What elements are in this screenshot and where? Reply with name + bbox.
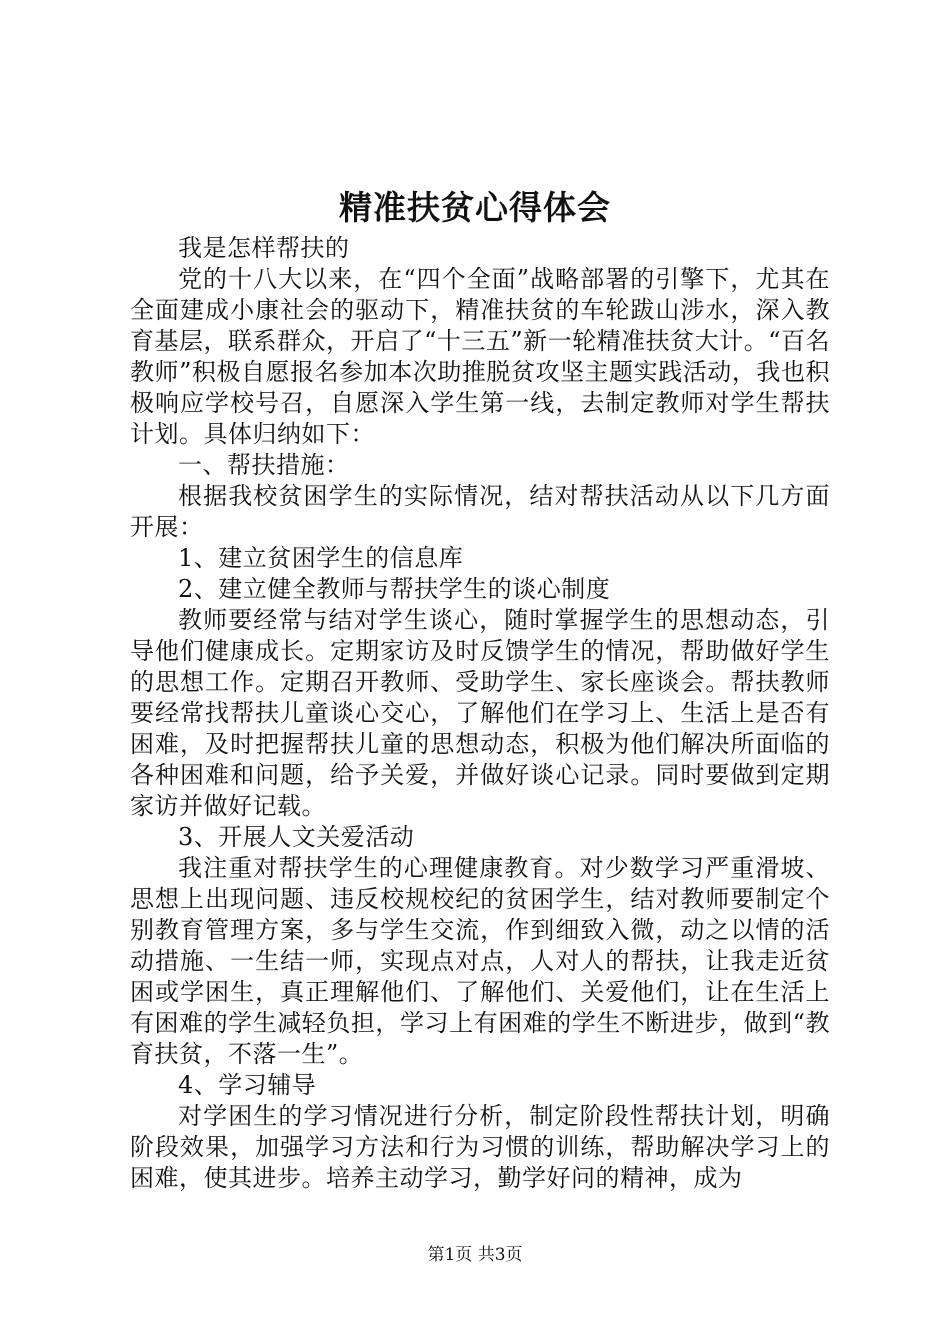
paragraph: 对学困生的学习情况进行分析，制定阶段性帮扶计划，明确阶段效果，加强学习方法和行为习惯的训练，帮助解决学习上的困难，使其进步。培养主动学习，勤学好问的精神，成为 <box>130 1102 830 1192</box>
paragraph: 我注重对帮扶学生的心理健康教育。对少数学习严重滑坡、思想上出现问题、违反校规校纪的贫困学生，结对教师要制定个别教育管理方案，多与学生交流，作到细致入微，动之以情的活动措施、一生结一师，实现点对点，人对人的帮扶，让我走近贫困或学困生，真正理解他们、了解他们、关爱他们，让在生活上有困难的学生减轻负担，学习上有困难的学生不断进步，做到“教育扶贫，不落一生”。 <box>130 854 830 1068</box>
document-body <box>130 233 830 1194</box>
page-footer: 第1页 共3页 <box>427 1245 523 1265</box>
paragraph: 教师要经常与结对学生谈心，随时掌握学生的思想动态，引导他们健康成长。定期家访及时反馈学生的情况，帮助做好学生的思想工作。定期召开教师、受助学生、家长座谈会。帮扶教师要经常找帮扶儿童谈心交心，了解他们在学习上、生活上是否有困难，及时把握帮扶儿童的思想动态，积极为他们解决所面临的各种困难和问题，给予关爱，并做好谈心记录。同时要做到定期家访并做好记载。 <box>130 606 830 820</box>
paragraph: 党的十八大以来，在“四个全面”战略部署的引擎下，尤其在全面建成小康社会的驱动下，精准扶贫的车轮跋山涉水，深入教育基层，联系群众，开启了“十三五”新一轮精准扶贫大计。“百名教师”积极自愿报名参加本次助推脱贫攻坚主题实践活动，我也积极响应学校号召，自愿深入学生第一线，去制定教师对学生帮扶计划。具体归纳如下： <box>130 265 830 448</box>
list-item: 2、建立健全教师与帮扶学生的谈心制度 <box>178 575 611 603</box>
paragraph: 根据我校贫困学生的实际情况，结对帮扶活动从以下几方面开展： <box>130 482 830 541</box>
section-heading: 一、帮扶措施： <box>178 451 350 479</box>
list-item: 4、学习辅导 <box>178 1071 317 1099</box>
document-title: 精准扶贫心得体会 <box>339 188 611 227</box>
list-item: 1、建立贫困学生的信息库 <box>178 544 464 572</box>
paragraph: 我是怎样帮扶的 <box>178 234 350 262</box>
list-item: 3、开展人文关爱活动 <box>178 823 415 851</box>
